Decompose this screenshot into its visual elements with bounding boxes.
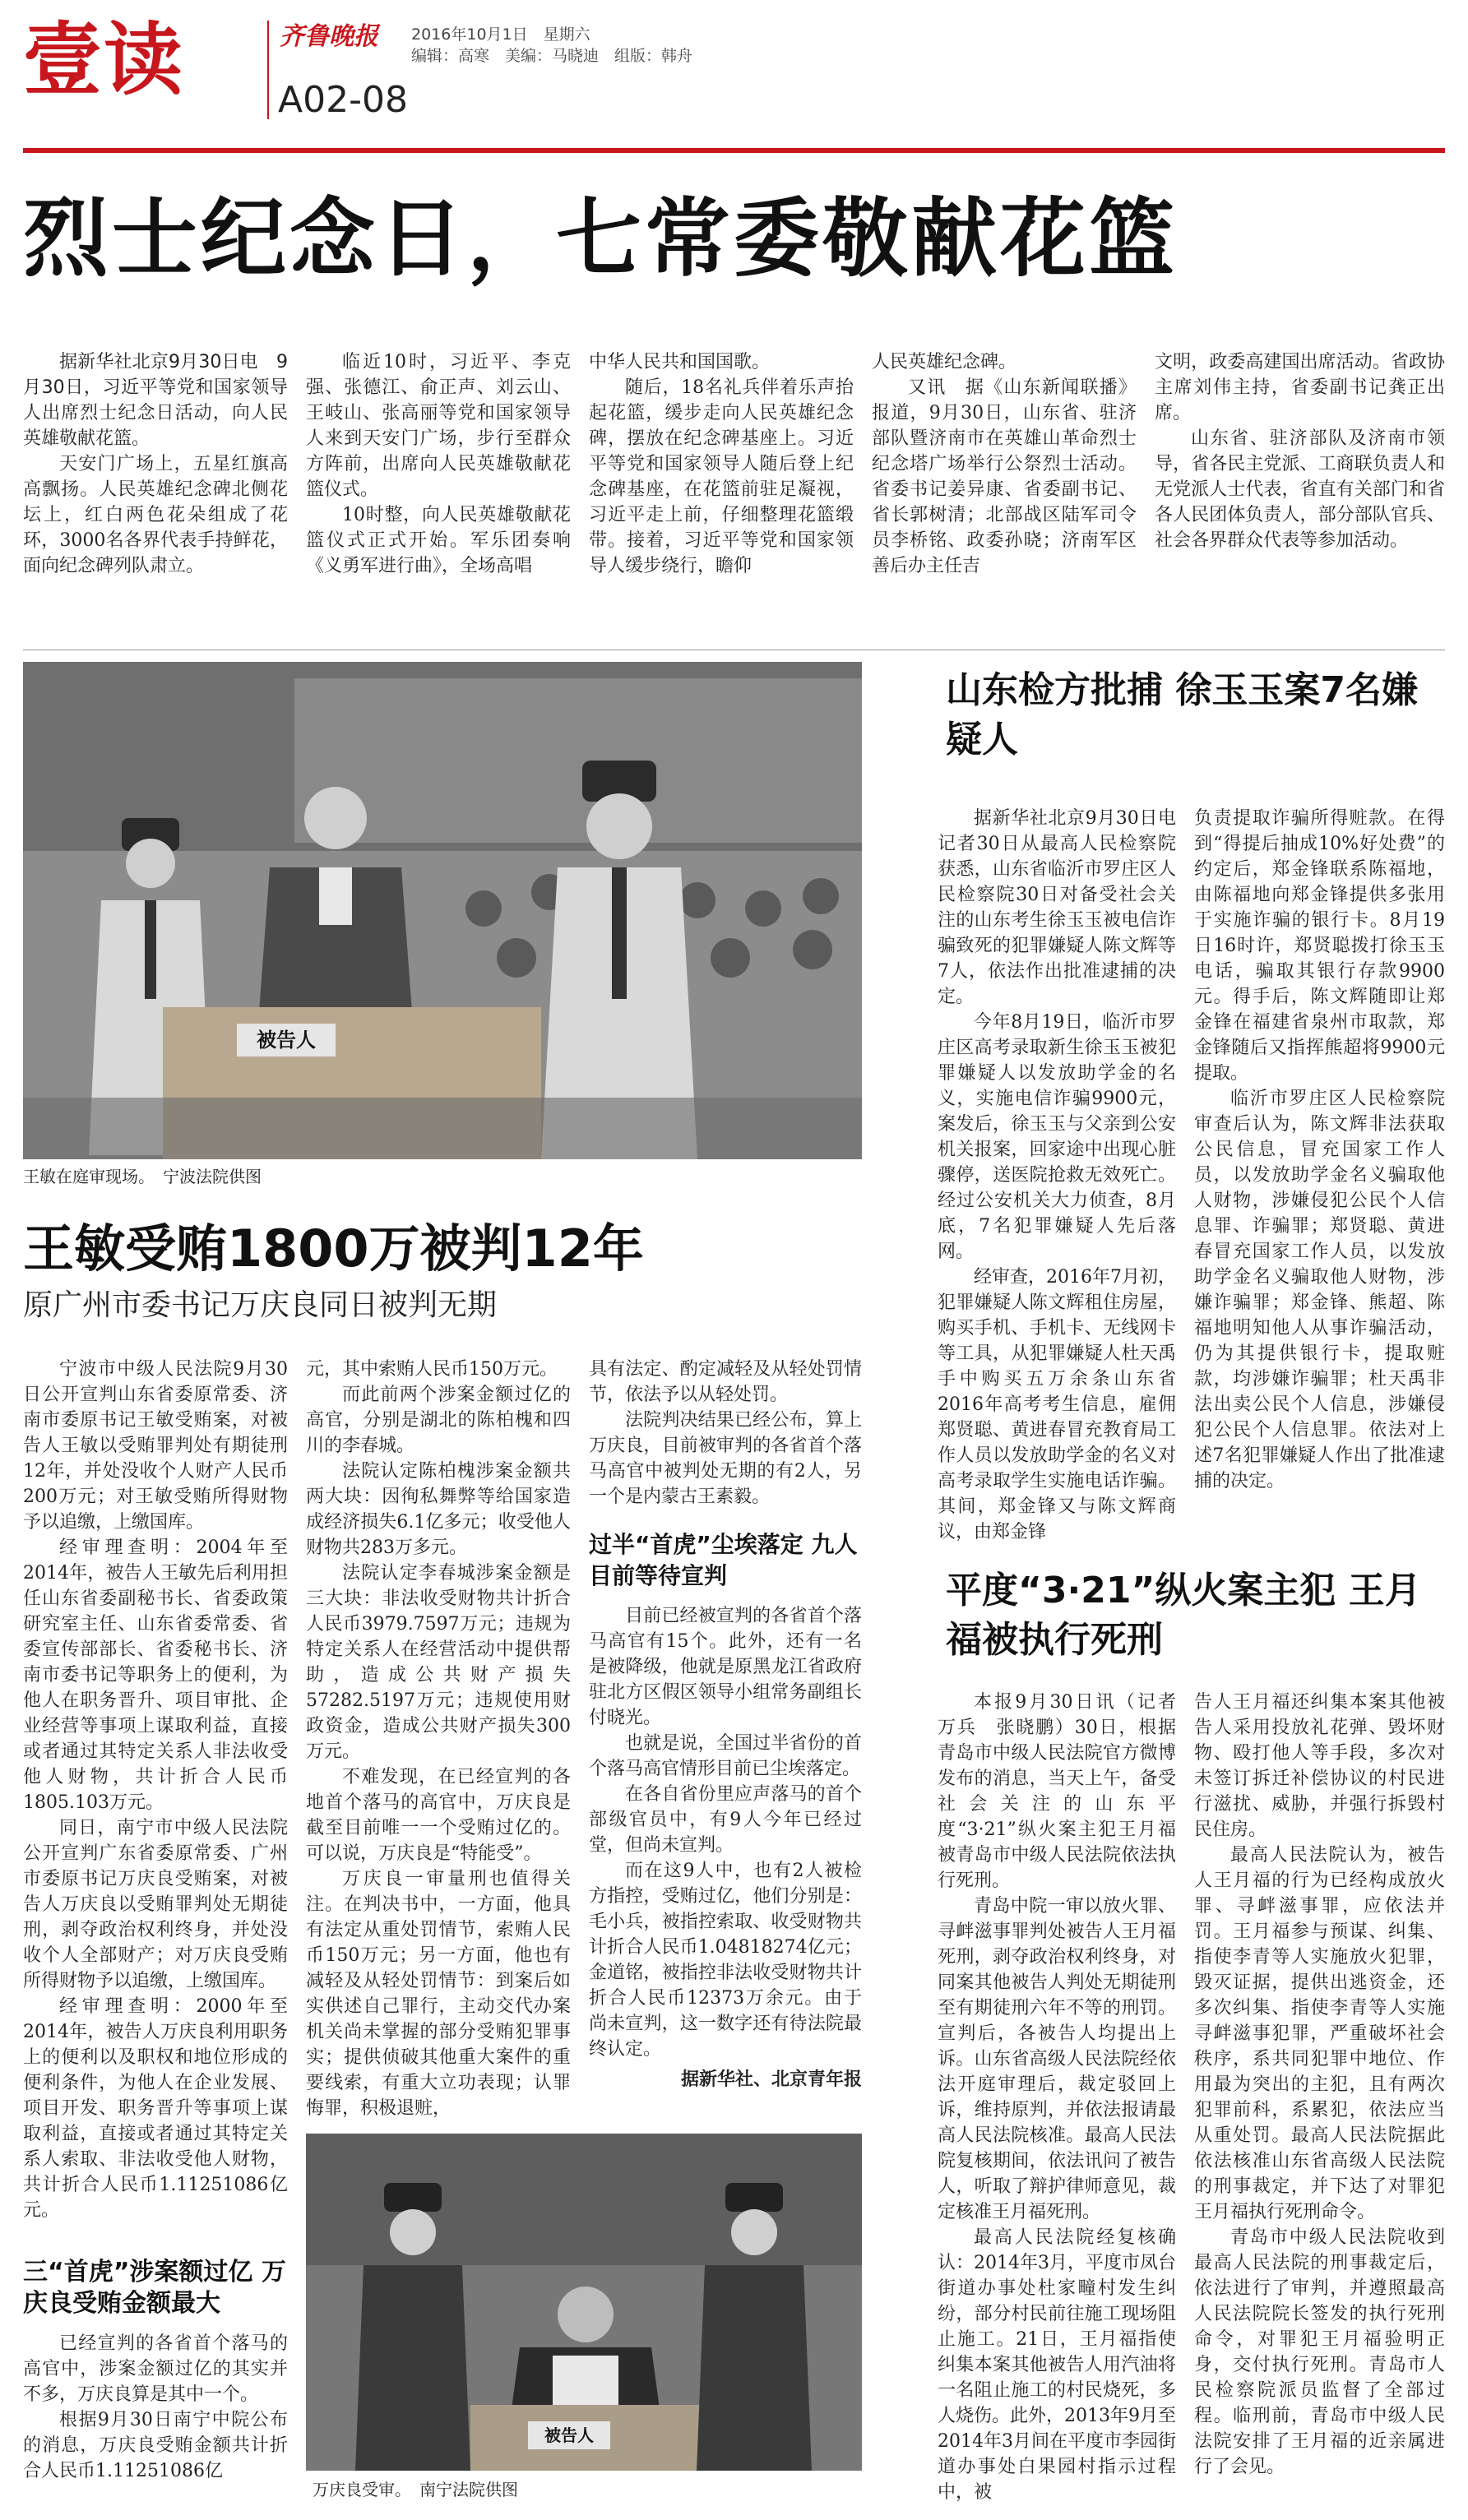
photo1-caption: 王敏在庭审现场。 宁波法院供图 [23, 1167, 262, 1186]
story-subtitle-wangmin: 原广州市委书记万庆良同日被判无期 [23, 1288, 498, 1322]
courtroom-scene-image [23, 662, 862, 1159]
paragraph: 在各自省份里应声落马的首个部级官员中，有9人今年已经过堂，但尚未宣判。 [589, 1784, 862, 1856]
paragraph: 临沂市罗庄区人民检察院审查后认为，陈文辉非法获取公民信息，冒充国家工作人员，以发放助学金名义骗取他人财物，涉嫌侵犯公民个人信息罪、诈骗罪；郑贤聪、黄进春冒充国家工作人员，以发放助学金名义骗取他人财物，涉嫌诈骗罪；郑金锋、熊超、陈福地明知他人从事诈骗活动，仍为其提供银行卡，提取赃款，均涉嫌诈骗罪；杜天禹非法出卖公民个人信息，涉嫌侵犯公民个人信息罪。依法对上述7名犯罪嫌疑人作出了批准逮捕的决定。 [1194, 1089, 1445, 1491]
paragraph: 据新华社北京9月30日电 记者30日从最高人民检察院获悉，山东省临沂市罗庄区人民检察院30日对备受社会关注的山东考生徐玉玉被电信诈骗致死的犯罪嫌疑人陈文辉等7人，依法作出批准逮捕的决定。 [938, 808, 1195, 1007]
courtroom-photo-wanqingliang [306, 2134, 862, 2471]
paragraph: 人民英雄纪念碑。 [872, 352, 1017, 372]
paragraph: 临近10时，习近平、李克强、张德江、俞正声、刘云山、王岐山、张高丽等党和国家领导人来到天安门广场，步行至群众方阵前，出席向人民英雄敬献花篮仪式。 [306, 352, 571, 500]
paragraph: 今年8月19日，临沂市罗庄区高考录取新生徐玉玉被犯罪嫌疑人以发放助学金的名义，实施电信诈骗9900元，案发后，徐玉玉与父亲到公安机关报案，回家途中出现心脏骤停，送医院抢救无效死亡。经过公安机关大力侦查，8月底，7名犯罪嫌疑人先后落网。 [938, 1012, 1176, 1262]
xu-col-1 [938, 806, 1195, 1545]
lead-story-col-2 [306, 349, 571, 579]
paragraph: 经审理查明：2000年至2014年，被告人万庆良利用职务上的便利以及职权和地位形成的便利条件，为他人在企业发展、项目开发、职务晋升等事项上谋取利益，直接或者通过其特定关系人索取、非法收受他人财物，共计折合人民币1.11251086亿元。 [23, 1996, 288, 2221]
paper-name-logo: 齐鲁晚报 [280, 22, 378, 51]
story-headline-xu: 山东检方批捕 徐玉玉案7名嫌疑人 [946, 669, 1418, 761]
paragraph: 法院认定李春城涉案金额是三大块：非法收受财物共计折合人民币3979.7597万元；违规为特定关系人在经营活动中提供帮助，造成公共财产损失57282.5197万元；违规使用财政资金，造成公共财产损失300万元。 [306, 1563, 571, 1762]
paragraph: 最高人民法院认为，被告人王月福的行为已经构成放火罪、寻衅滋事罪，应依法并罚。王月福参与预谋、纠集、指使李青等人实施放火犯罪，毁灭证据，提供出逃资金，还多次纠集、指使李青等人实施寻衅滋事犯罪，严重破坏社会秩序，系共同犯罪中地位、作用最为突出的主犯，且有两次犯罪前科，系累犯，依法应当从重处罚。最高人民法院据此依法核准山东省高级人民法院的刑事裁定，并下达了对罪犯王月福执行死刑命令。 [1194, 1845, 1445, 2222]
paragraph: 而在这9人中，也有2人被检方指控，受贿过亿，他们分别是：毛小兵，被指控索取、收受财物共计折合人民币1.04818274亿元；金道铭，被指控非法收受财物共计折合人民币12373万余元。由于尚未宣判，这一数字还有待法院最终认定。 [589, 1861, 862, 2060]
paragraph: 经审查，2016年7月初，犯罪嫌疑人陈文辉租住房屋，购买手机、手机卡、无线网卡等工具，从犯罪嫌疑人杜天禹手中购买五万余条山东省2016年高考考生信息，雇佣郑贤聪、黄进春冒充教育局工作人员以发放助学金的名义对高考录取学生实施电话诈骗。其间，郑金锋又与陈文辉商议，由郑金锋 [938, 1267, 1176, 1542]
wangmin-col-1 [23, 1357, 288, 2223]
lead-story-col-3 [589, 349, 854, 579]
paragraph: 已经宣判的各省首个落马的高官中，涉案金额过亿的其实并不多，万庆良算是其中一个。 [23, 2333, 288, 2405]
wangmin-col-3 [589, 1357, 862, 1510]
courtroom-photo-wangmin [23, 662, 862, 1159]
paragraph: 根据9月30日南宁中院公布的消息，万庆良受贿金额共计折合人民币1.11251086亿 [23, 2410, 288, 2481]
sidebar-headline: 三“首虎”涉案额过亿 万庆良受贿金额最大 [23, 2258, 286, 2318]
story-headline-wangmin: 王敏受贿1800万被判12年 [23, 1218, 644, 1278]
box-headline: 过半“首虎”尘埃落定 九人目前等待宣判 [589, 1531, 858, 1589]
paragraph: 同日，南宁市中级人民法院公开宣判广东省委原常委、广州市委原书记万庆良受贿案，对被告人万庆良以受贿罪判处无期徒刑，剥夺政治权利终身，并处没收个人全部财产；对万庆良受贿所得财物予以追缴，上缴国库。 [23, 1818, 288, 1991]
dock-label: 被告人 [257, 1029, 316, 1052]
masthead-divider [267, 21, 269, 119]
section-title: 壹读 [23, 14, 184, 106]
paragraph: 10时整，向人民英雄敬献花篮仪式正式开始。军乐团奏响《义勇军进行曲》，全场高唱 [306, 505, 571, 576]
paragraph: 天安门广场上，五星红旗高高飘扬。人民英雄纪念碑北侧花坛上，红白两色花朵组成了花环，3000名各界代表手持鲜花，面向纪念碑列队肃立。 [23, 454, 288, 576]
paragraph: 元，其中索贿人民币150万元。 [306, 1359, 558, 1380]
box-body [589, 1603, 862, 2062]
lead-story-col-5 [1155, 349, 1445, 553]
lead-story-col-4 [872, 349, 1137, 579]
editor-credits: 编辑：高寒 美编：马晓迪 组版：韩舟 [411, 47, 693, 65]
masthead [0, 0, 1468, 148]
paragraph: 负责提取诈骗所得赃款。在得到“得提后抽成10%好处费”的约定后，郑金锋联系陈福地，由陈福地向郑金锋提供多张用于实施诈骗的银行卡。8月19日16时许，郑贤聪拨打徐玉玉电话，骗取其银行存款9900元。得手后，陈文辉随即让郑金锋在福建省泉州市取款，郑金锋随后又指挥熊超将9900元提取。 [1194, 808, 1445, 1084]
photo2-caption: 万庆良受审。 南宁法院供图 [313, 2480, 518, 2499]
paragraph: 法院认定陈柏槐涉案金额共两大块：因徇私舞弊等给国家造成经济损失6.1亿多元；收受他人财物共283万多元。 [306, 1461, 571, 1558]
paragraph: 具有法定、酌定减轻及从轻处罚情节，依法予以从轻处罚。 [589, 1359, 862, 1405]
box-story [589, 1529, 862, 2091]
paragraph: 目前已经被宣判的各省首个落马高官有15个。此外，还有一名是被降级，他就是原黑龙江省政府驻北方区假区领导小组常务副组长付晓光。 [589, 1606, 862, 1728]
paragraph: 中华人民共和国国歌。 [589, 352, 771, 372]
wangyuefu-col-2 [1194, 1690, 1445, 2480]
story-headline-wangyuefu: 平度“3·21”纵火案主犯 王月福被执行死刑 [946, 1570, 1421, 1661]
paragraph: 随后，18名礼兵伴着乐声抬起花篮，缓步走向人民英雄纪念碑，摆放在纪念碑基座上。习近平等党和国家领导人随后登上纪念碑基座，在花篮前驻足凝视，习近平走上前，仔细整理花篮缎带。接着，习近平等党和国家领导人缓步绕行，瞻仰 [589, 377, 854, 576]
paragraph: 而此前两个涉案金额过亿的高官，分别是湖北的陈柏槐和四川的李春城。 [306, 1385, 571, 1456]
paragraph: 法院判决结果已经公布，算上万庆良，目前被审判的各省首个落马高官中被判处无期的有2人，另一个是内蒙古王素毅。 [589, 1410, 862, 1507]
lead-story-col-1 [23, 349, 288, 579]
paragraph: 据新华社北京9月30日电 9月30日，习近平等党和国家领导人出席烈士纪念日活动，向人民英雄敬献花篮。 [23, 352, 288, 449]
paragraph: 文明，政委高建国出席活动。省政协主席刘伟主持，省委副书记龚正出席。 [1155, 352, 1445, 423]
gutter [878, 662, 882, 2487]
paragraph: 经审理查明：2004年至2014年，被告人王敏先后利用担任山东省委副秘书长、省委政策研究室主任、山东省委常委、省委宣传部部长、省委秘书长、济南市委书记等职务上的便利，为他人在职务晋升、项目审批、企业经营等事项上谋取利益，直接或者通过其特定关系人非法收受他人财物，共计折合人民币1805.103万元。 [23, 1537, 288, 1813]
wangmin-col-2 [306, 1357, 571, 2121]
page-code: A02-08 [278, 79, 408, 121]
paragraph: 也就是说，全国过半省份的首个落马高官情形目前已尘埃落定。 [589, 1733, 862, 1779]
paragraph: 宁波市中级人民法院9月30日公开宣判山东省委原常委、济南市委原书记王敏受贿案，对被告人王敏以受贿罪判处有期徒刑12年，并处没收个人财产人民币200万元；对王敏受贿所得财物予以追缴，上缴国库。 [23, 1359, 288, 1533]
paragraph: 青岛中院一审以放火罪、寻衅滋事罪判处被告人王月福死刑，剥夺政治权利终身，对同案其他被告人判处无期徒刑至有期徒刑六年不等的刑罚。宣判后，各被告人均提出上诉。山东省高级人民法院经依法开庭审理后，裁定驳回上诉，维持原判，并依法报请最高人民法院核准。最高人民法院复核期间，依法讯问了被告人，听取了辩护律师意见，裁定核准王月福死刑。 [938, 1896, 1176, 2222]
paragraph: 不难发现，在已经宣判的各地首个落马的高官中，万庆良是截至目前唯一一个受贿过亿的。可以说，万庆良是“特能受”。 [306, 1767, 571, 1864]
paragraph: 青岛市中级人民法院收到最高人民法院的刑事裁定后，依法进行了审判，并遵照最高人民法院院长签发的执行死刑命令，对罪犯王月福验明正身，交付执行死刑。青岛市人民检察院派员监督了全部过程。临刑前，青岛市中级人民法院安排了王月福的近亲属进行了会见。 [1194, 2227, 1445, 2477]
main-headline: 烈士纪念日，七常委敬献花篮 [23, 188, 1179, 289]
sidebar-body [23, 2331, 288, 2484]
dock-label-2: 被告人 [544, 2425, 594, 2445]
paragraph: 山东省、驻济部队及济南市领导，省各民主党派、工商联负责人和无党派人士代表，省直有关部门和省各人民团体负责人，部分部队官兵、社会各界群众代表等参加活动。 [1155, 428, 1445, 551]
paragraph: 告人王月福还纠集本案其他被告人采用投放礼花弹、毁坏财物、殴打他人等手段，多次对未签订拆迁补偿协议的村民进行滋扰、威胁，并强行拆毁村民住房。 [1194, 1692, 1445, 1840]
paragraph: 本报9月30日讯（记者 万兵 张晓鹏）30日，根据青岛市中级人民法院官方微博发布的消息，当天上午，备受社会关注的山东平度“3·21”纵火案主犯王月福被青岛市中级人民法院依法执行死刑。 [938, 1692, 1176, 1891]
paragraph: 又讯 据《山东新闻联播》报道，9月30日，山东省、驻济部队暨济南市在英雄山革命烈士纪念塔广场举行公祭烈士活动。省委书记姜异康、省委副书记、省长郭树清；北部战区陆军司令员李桥铭、政委孙晓；济南军区善后办主任吉 [872, 377, 1137, 576]
masthead-rule [23, 148, 1445, 153]
box-source: 据新华社、北京青年报 [680, 2069, 862, 2090]
wangyuefu-col-1 [938, 1690, 1176, 2505]
courtroom-scene-image-2 [306, 2134, 862, 2471]
paragraph: 万庆良一审量刑也值得关注。在判决书中，一方面，他具有法定从重处罚情节，索贿人民币150万元；另一方面，他也有减轻及从轻处罚情节：到案后如实供述自己罪行，主动交代办案机关尚未掌握的部分受贿犯罪事实；提供侦破其他重大案件的重要线索，有重大立功表现；认罪悔罪，积极退赃， [306, 1869, 571, 2119]
xu-col-2 [1194, 806, 1445, 1494]
paragraph: 最高人民法院经复核确认：2014年3月，平度市凤台街道办事处杜家疃村发生纠纷，部分村民前往施工现场阻止施工。21日，王月福指使纠集本案其他被告人用汽油将一名阻止施工的村民烧死，多人烧伤。此外，2013年9月至2014年3月间在平度市李园街道办事处白果园村指示过程中，被 [938, 2227, 1176, 2503]
issue-date: 2016年10月1日 星期六 [411, 25, 590, 44]
